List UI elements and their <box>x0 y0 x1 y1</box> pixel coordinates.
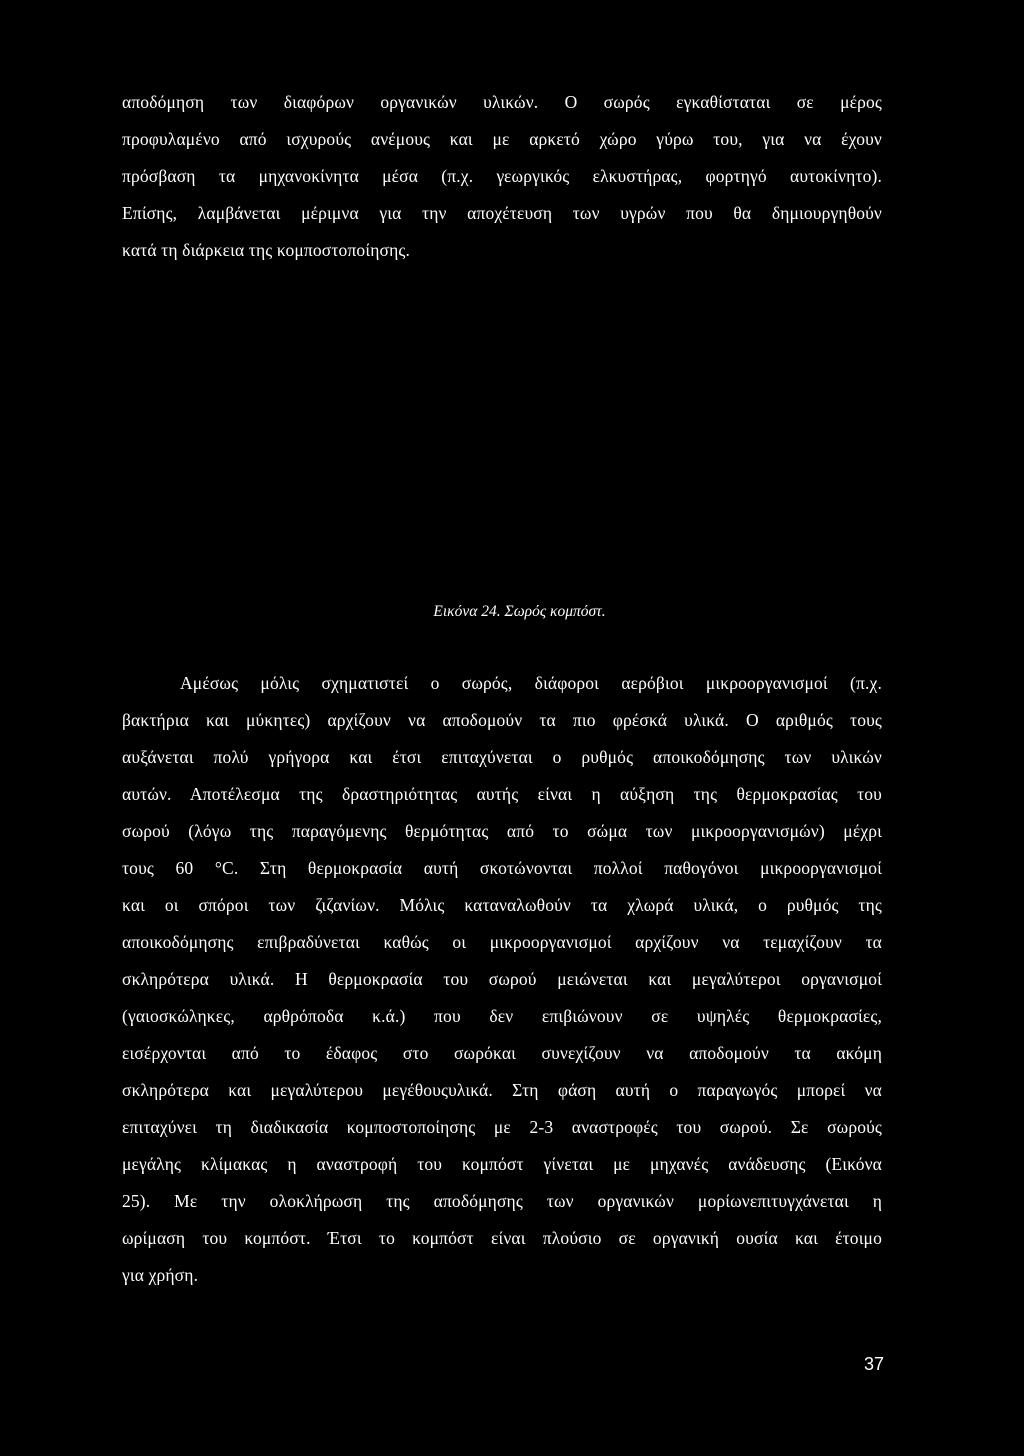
figure-caption <box>0 600 1024 624</box>
paragraph-line: προφυλαμένο από ισχυρούς ανέμους και με αρκετό χώρο γύρω του, για να έχουν <box>122 129 882 149</box>
paragraph-line: ωρίμαση του κομπόστ. Έτσι το κομπόστ είναι πλούσιο σε οργανική ουσία και έτοιμο <box>122 1228 882 1248</box>
paragraph-line: κατά τη διάρκεια της κομποστοποίησης. <box>122 240 410 260</box>
paragraph-line: (γαιοσκώληκες, αρθρόποδα κ.ά.) που δεν επιβιώνουν σε υψηλές θερμοκρασίες, <box>122 1006 882 1026</box>
body-paragraph <box>122 665 882 1294</box>
paragraph-line: μεγάλης κλίμακας η αναστροφή του κομπόστ γίνεται με μηχανές ανάδευσης (Εικόνα <box>122 1154 882 1174</box>
paragraph-line: 25). Με την ολοκλήρωση της αποδόμησης των οργανικών μορίωνεπιτυγχάνεται η <box>122 1191 882 1211</box>
paragraph-line: σωρού (λόγω της παραγόμενης θερμότητας από το σώμα των μικροοργανισμών) μέχρι <box>122 821 882 841</box>
paragraph-line: για χρήση. <box>122 1265 199 1285</box>
paragraph-line: πρόσβαση τα μηχανοκίνητα μέσα (π.χ. γεωργικός ελκυστήρας, φορτηγό αυτοκίνητο). <box>122 166 882 186</box>
paragraph-line: Αμέσως μόλις σχηματιστεί ο σωρός, διάφοροι αερόβιοι μικροοργανισμοί (π.χ. <box>180 673 882 693</box>
paragraph-line: αυτών. Αποτέλεσμα της δραστηριότητας αυτής είναι η αύξηση της θερμοκρασίας του <box>122 784 882 804</box>
paragraph-line: σκληρότερα υλικά. Η θερμοκρασία του σωρού μειώνεται και μεγαλύτεροι οργανισμοί <box>122 969 882 989</box>
page-number: 37 <box>863 1354 884 1374</box>
top-paragraph <box>122 84 882 269</box>
paragraph-line: αποικοδόμησης επιβραδύνεται καθώς οι μικροοργανισμοί αρχίζουν να τεμαχίζουν τα <box>122 932 882 952</box>
paragraph-line: εισέρχονται από το έδαφος στο σωρόκαι συνεχίζουν να αποδομούν τα ακόμη <box>122 1043 882 1063</box>
paragraph-line: σκληρότερα και μεγαλύτερου μεγέθουςυλικά. Στη φάση αυτή ο παραγωγός μπορεί να <box>122 1080 882 1100</box>
paragraph-line: Επίσης, λαμβάνεται μέριμνα για την αποχέτευση των υγρών που θα δημιουργηθούν <box>122 203 882 223</box>
paragraph-line: αυξάνεται πολύ γρήγορα και έτσι επιταχύνεται ο ρυθμός αποικοδόμησης των υλικών <box>122 747 882 767</box>
paragraph-line: τους 60 °C. Στη θερμοκρασία αυτή σκοτώνονται πολλοί παθογόνοι μικροοργανισμοί <box>122 858 882 878</box>
paragraph-line: επιταχύνει τη διαδικασία κομποστοποίησης με 2-3 αναστροφές του σωρού. Σε σωρούς <box>122 1117 882 1137</box>
paragraph-line: βακτήρια και μύκητες) αρχίζουν να αποδομούν τα πιο φρέσκά υλικά. Ο αριθμός τους <box>122 710 882 730</box>
figure-caption-text: Εικόνα 24. Σωρός κομπόστ. <box>433 603 606 620</box>
paragraph-line: αποδόμηση των διαφόρων οργανικών υλικών. Ο σωρός εγκαθίσταται σε μέρος <box>122 92 882 112</box>
paragraph-line: και οι σπόροι των ζιζανίων. Μόλις καταναλωθούν τα χλωρά υλικά, ο ρυθμός της <box>122 895 882 915</box>
